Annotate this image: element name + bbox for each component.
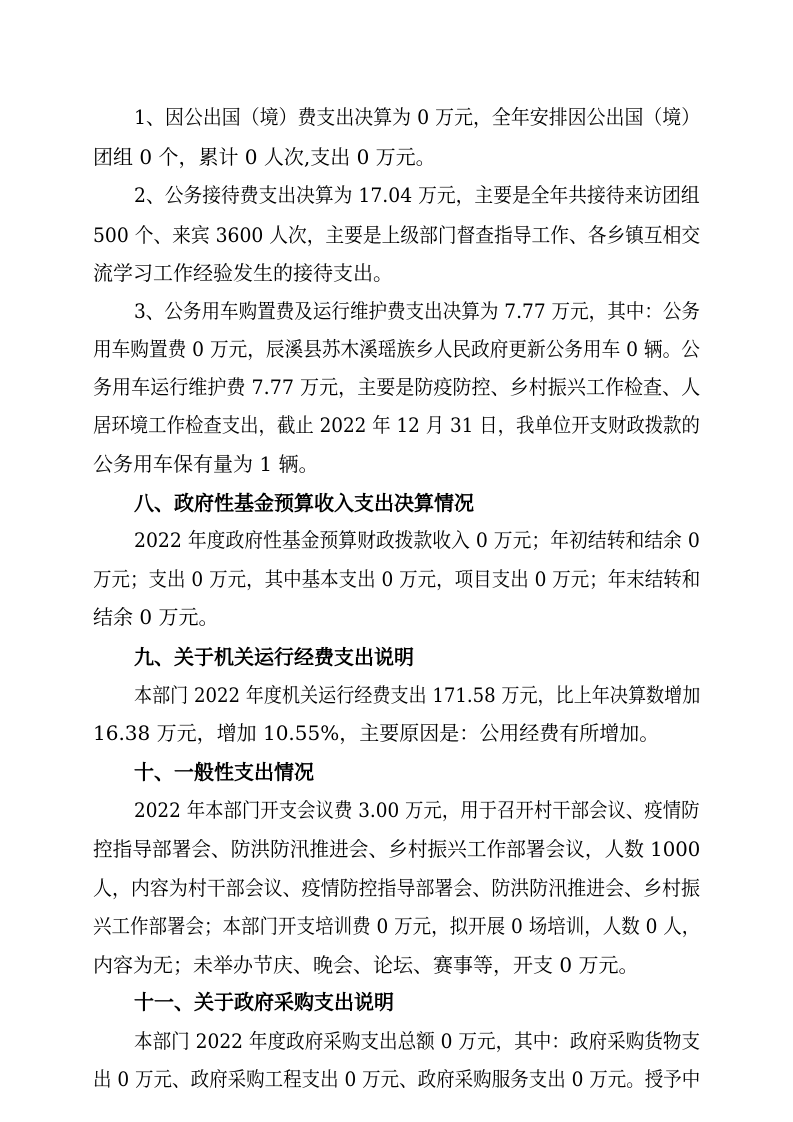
- body-line: 3、公务用车购置费及运行维护费支出决算为 7.77 万元，其中：公务: [134, 299, 701, 323]
- body-line: 2、公务接待费支出决算为 17.04 万元，主要是全年共接待来访团组: [134, 183, 700, 207]
- body-line: 用车购置费 0 万元，辰溪县苏木溪瑶族乡人民政府更新公务用车 0 辆。公: [93, 337, 700, 361]
- body-line: 本部门 2022 年度政府采购支出总额 0 万元，其中：政府采购货物支: [134, 1029, 701, 1053]
- body-line: 1、因公出国（境）费支出决算为 0 万元，全年安排因公出国（境）: [134, 105, 701, 129]
- body-line: 16.38 万元，增加 10.55%，主要原因是：公用经费有所增加。: [93, 721, 660, 745]
- body-line: 居环境工作检查支出，截止 2022 年 12 月 31 日，我单位开支财政拨款的: [93, 413, 700, 437]
- section-heading: 十、一般性支出情况: [134, 760, 314, 784]
- body-line: 500 个、来宾 3600 人次，主要是上级部门督查指导工作、各乡镇互相交: [93, 223, 701, 247]
- body-line: 兴工作部署会；本部门开支培训费 0 万元，拟开展 0 场培训，人数 0 人，: [93, 914, 701, 938]
- body-line: 流学习工作经验发生的接待支出。: [93, 261, 393, 285]
- section-heading: 九、关于机关运行经费支出说明: [134, 645, 414, 669]
- body-line: 2022 年度政府性基金预算财政拨款收入 0 万元；年初结转和结余 0: [134, 528, 700, 552]
- section-heading: 十一、关于政府采购支出说明: [134, 990, 394, 1014]
- body-line: 2022 年本部门开支会议费 3.00 万元，用于召开村干部会议、疫情防: [134, 798, 700, 822]
- body-line: 内容为无；未举办节庆、晚会、论坛、赛事等，开支 0 万元。: [93, 953, 639, 977]
- body-line: 团组 0 个，累计 0 人次,支出 0 万元。: [93, 145, 436, 169]
- body-line: 人，内容为村干部会议、疫情防控指导部署会、防洪防汛推进会、乡村振: [93, 876, 700, 900]
- body-line: 出 0 万元、政府采购工程支出 0 万元、政府采购服务支出 0 万元。授予中: [93, 1067, 701, 1091]
- body-line: 公务用车保有量为 1 辆。: [93, 452, 319, 476]
- section-heading: 八、政府性基金预算收入支出决算情况: [134, 491, 474, 515]
- body-line: 务用车运行维护费 7.77 万元，主要是防疫防控、乡村振兴工作检查、人: [93, 375, 701, 399]
- body-line: 本部门 2022 年度机关运行经费支出 171.58 万元，比上年决算数增加: [134, 683, 701, 707]
- body-line: 控指导部署会、防洪防汛推进会、乡村振兴工作部署会议，人数 1000: [93, 837, 701, 861]
- body-line: 万元；支出 0 万元，其中基本支出 0 万元，项目支出 0 万元；年末结转和: [93, 567, 701, 591]
- body-line: 结余 0 万元。: [93, 605, 219, 629]
